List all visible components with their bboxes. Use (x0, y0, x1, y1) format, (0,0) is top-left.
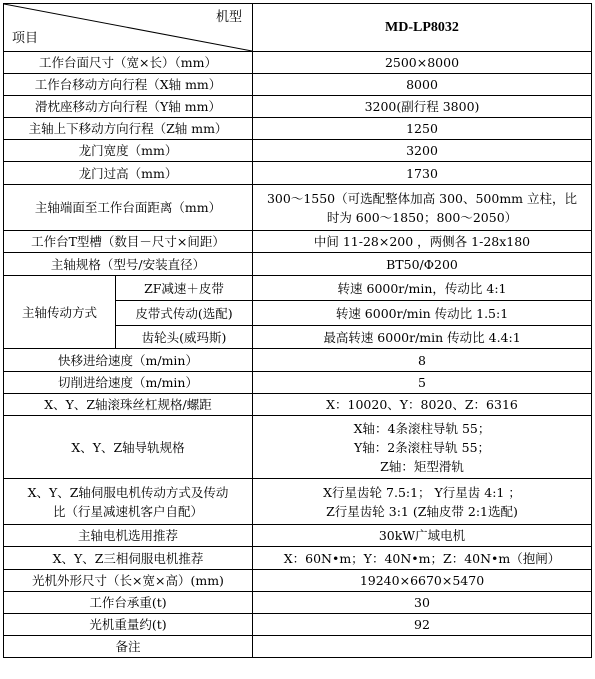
table-row (4, 52, 592, 74)
table-row (4, 394, 592, 416)
row-group-label: 主轴传动方式 (4, 276, 116, 349)
row-label: 工作台面尺寸（宽×长）（mm） (4, 52, 253, 74)
header-item-label: 项目 (12, 31, 39, 46)
row-value (253, 416, 592, 479)
row-label: 光机外形尺寸（长×宽×高）(mm) (4, 570, 253, 592)
row-value (253, 636, 592, 658)
row-value: 8 (253, 349, 592, 372)
row-sublabel: 齿轮头(威玛斯) (116, 326, 253, 349)
row-value: 8000 (253, 74, 592, 96)
row-value: 5 (253, 372, 592, 394)
row-label: 龙门过高（mm） (4, 162, 253, 185)
table-row (4, 185, 592, 231)
row-label: X、Y、Z轴滚珠丝杠规格/螺距 (4, 394, 253, 416)
row-value: 30 (253, 592, 592, 614)
row-sublabel: 皮带式传动(选配) (116, 301, 253, 326)
row-sublabel: ZF减速＋皮带 (116, 276, 253, 301)
row-label: 光机重量约(t) (4, 614, 253, 636)
table-row (4, 416, 592, 479)
row-label: 工作台移动方向行程（X轴 mm） (4, 74, 253, 96)
row-value: 1730 (253, 162, 592, 185)
table-row (4, 479, 592, 525)
model-name: MD-LP8032 (253, 4, 592, 52)
row-value: 中间 11-28×200 ，两侧各 1-28x180 (253, 231, 592, 253)
table-row (4, 525, 592, 547)
table-row (4, 614, 592, 636)
table-row (4, 118, 592, 140)
row-label: 主轴规格（型号/安装直径） (4, 253, 253, 276)
row-label: 工作台承重(t) (4, 592, 253, 614)
row-value: 3200 (253, 140, 592, 162)
value-line: X行星齿轮 7.5:1； Y行星齿 4:1 ； (323, 484, 521, 500)
value-line: X轴：4条滚柱导轨 55； (353, 420, 491, 436)
row-value: 19240×6670×5470 (253, 570, 592, 592)
label-line: 比（行星减速机客户自配） (52, 503, 203, 519)
table-row (4, 140, 592, 162)
row-value: 最高转速 6000r/min 传动比 4.4:1 (253, 326, 592, 349)
table-row (4, 74, 592, 96)
table-row (4, 372, 592, 394)
value-line: Z行星齿轮 3:1 (Z轴皮带 2:1选配) (326, 503, 518, 519)
row-value: X：10020、Y：8020、Z：6316 (253, 394, 592, 416)
row-label: X、Y、Z轴导轨规格 (4, 416, 253, 479)
table-row (4, 276, 592, 301)
value-line: 300～1550（可选配整体加高 300、500mm 立柱，比 (266, 190, 578, 206)
spec-table (3, 3, 592, 658)
label-line: X、Y、Z轴伺服电机传动方式及传动 (27, 484, 229, 500)
row-label: 主轴端面至工作台面距离（mm） (4, 185, 253, 231)
table-row (4, 636, 592, 658)
row-label: 主轴电机选用推荐 (4, 525, 253, 547)
row-value: 2500×8000 (253, 52, 592, 74)
value-line: 时为 600～1850；800～2050） (326, 209, 518, 225)
row-label (4, 479, 253, 525)
row-value: 转速 6000r/min，传动比 4:1 (253, 276, 592, 301)
row-label: X、Y、Z三相伺服电机推荐 (4, 547, 253, 570)
row-label: 主轴上下移动方向行程（Z轴 mm） (4, 118, 253, 140)
row-value (253, 185, 592, 231)
row-value: 92 (253, 614, 592, 636)
header-corner-cell (4, 4, 253, 52)
table-row (4, 349, 592, 372)
row-value (253, 479, 592, 525)
row-label: 备注 (4, 636, 253, 658)
table-row (4, 547, 592, 570)
row-label: 滑枕座移动方向行程（Y轴 mm） (4, 96, 253, 118)
value-line: Z轴：矩型滑轨 (380, 458, 464, 474)
row-value: 转速 6000r/min 传动比 1.5:1 (253, 301, 592, 326)
row-value: X：60N•m；Y：40N•m；Z：40N•m（抱闸） (253, 547, 592, 570)
table-row (4, 253, 592, 276)
value-line: Y轴：2条滚柱导轨 55； (353, 439, 491, 455)
row-value: 30kW广域电机 (253, 525, 592, 547)
diagonal-line (4, 4, 252, 51)
table-header-row (4, 4, 592, 52)
table-row (4, 592, 592, 614)
table-row (4, 96, 592, 118)
row-label: 龙门宽度（mm） (4, 140, 253, 162)
row-label: 快移进给速度（m/min） (4, 349, 253, 372)
table-row (4, 570, 592, 592)
row-label: 工作台T型槽（数目－尺寸×间距） (4, 231, 253, 253)
row-value: BT50/Φ200 (253, 253, 592, 276)
row-value: 3200(副行程 3800) (253, 96, 592, 118)
row-label: 切削进给速度（m/min） (4, 372, 253, 394)
table-row (4, 231, 592, 253)
header-model-label: 机型 (215, 10, 242, 25)
table-row (4, 162, 592, 185)
row-value: 1250 (253, 118, 592, 140)
